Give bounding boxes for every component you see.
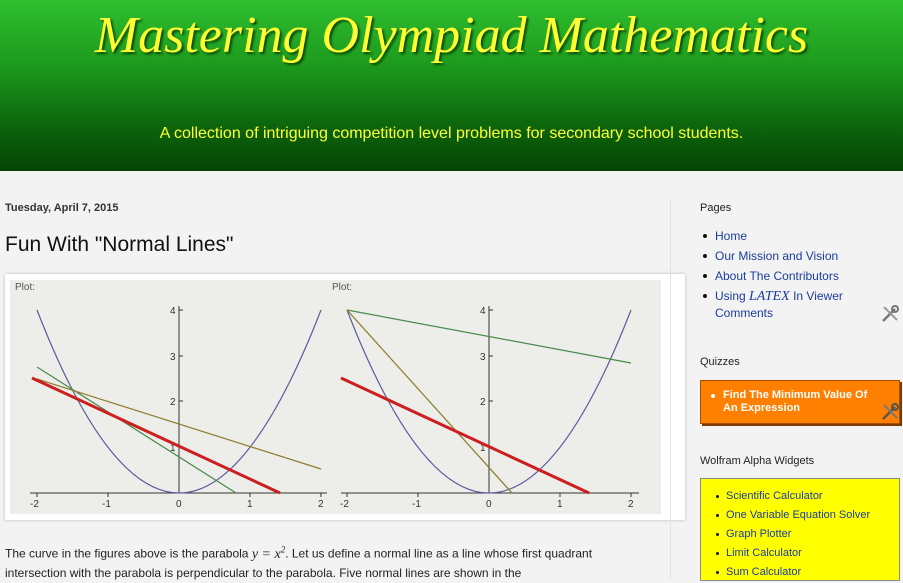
wolfram-item[interactable]: [713, 544, 870, 563]
post-date: Tuesday, April 7, 2015: [5, 202, 119, 214]
page-link-home[interactable]: Home: [715, 229, 748, 243]
normal-line: [347, 310, 512, 493]
post-figure: [5, 274, 685, 520]
wolfram-item[interactable]: [713, 506, 870, 525]
y-tick: 2: [170, 397, 176, 408]
y-tick: 1: [480, 443, 486, 454]
quiz-box: [700, 380, 900, 424]
y-tick: 4: [480, 306, 486, 317]
wolfram-link[interactable]: One Variable Equation Solver: [726, 509, 871, 521]
blog-header: [0, 0, 903, 171]
x-tick: -2: [30, 499, 39, 510]
quiz-link[interactable]: Find The Minimum Value Of An Expression: [709, 389, 883, 415]
post-body: [5, 540, 645, 583]
column-divider: [670, 200, 671, 579]
wolfram-widget-title: Wolfram Alpha Widgets: [700, 455, 815, 467]
y-tick: 3: [170, 352, 176, 363]
page-link-latex[interactable]: Using LATEX In Viewer Comments: [715, 289, 843, 320]
quizzes-widget-title: Quizzes: [700, 356, 740, 368]
wolfram-link[interactable]: Sum Calculator: [726, 566, 802, 578]
plot-right: [327, 280, 661, 514]
pages-item[interactable]: [700, 288, 890, 321]
pages-widget-title: Pages: [700, 202, 732, 214]
site-description: A collection of intriguing competition level problems for secondary school students.: [159, 125, 744, 142]
latex-logo: LATEX: [749, 289, 790, 304]
page-link-mission[interactable]: Our Mission and Vision: [715, 249, 839, 263]
post-text: The curve in the figures above is the parabola: [5, 546, 252, 561]
pages-item[interactable]: [700, 268, 890, 284]
wolfram-link[interactable]: Graph Plotter: [726, 528, 792, 540]
post-math: $y = x^2$: [251, 544, 286, 562]
x-tick: -2: [340, 499, 349, 510]
wolfram-widget-box: [700, 478, 900, 581]
y-tick: 2: [480, 397, 486, 408]
wolfram-item[interactable]: [713, 563, 870, 582]
wolfram-link[interactable]: Limit Calculator: [726, 547, 802, 559]
x-tick: 2: [318, 499, 324, 510]
normal-line: [32, 378, 280, 493]
page-link-contributors[interactable]: About The Contributors: [715, 269, 839, 283]
plot-right-graph: [327, 280, 661, 514]
x-tick: 1: [557, 499, 563, 510]
wolfram-links-list: [713, 487, 870, 582]
plot-label: Plot:: [332, 282, 353, 293]
post-title[interactable]: Fun With "Normal Lines": [5, 233, 234, 256]
wolfram-item[interactable]: [713, 525, 870, 544]
wolfram-item[interactable]: [713, 487, 870, 506]
post-text: . Let us define a normal line as a line whose first quadrant intersection with the parabola is perpendicular to the parabola. Five normal lines are shown in the: [5, 546, 593, 580]
pages-list: [700, 228, 890, 325]
wrench-screwdriver-icon[interactable]: [880, 304, 900, 324]
y-tick: 1: [170, 443, 176, 454]
plot-left: [10, 280, 344, 514]
plot-left-graph: [10, 280, 344, 514]
x-tick: 1: [247, 499, 253, 510]
x-tick: 2: [628, 499, 634, 510]
x-tick: -1: [412, 499, 421, 510]
x-tick: -1: [102, 499, 111, 510]
plot-label: Plot:: [15, 282, 36, 293]
x-tick: 0: [176, 499, 182, 510]
y-tick: 4: [170, 306, 176, 317]
wolfram-link[interactable]: Scientific Calculator: [726, 490, 823, 502]
x-tick: 0: [486, 499, 492, 510]
wrench-screwdriver-icon[interactable]: [880, 402, 900, 422]
pages-item[interactable]: [700, 228, 890, 244]
normal-line: [37, 367, 236, 493]
site-title[interactable]: Mastering Olympiad Mathematics: [94, 7, 809, 64]
y-tick: 3: [480, 352, 486, 363]
pages-item[interactable]: [700, 248, 890, 264]
normal-line: [341, 378, 589, 493]
